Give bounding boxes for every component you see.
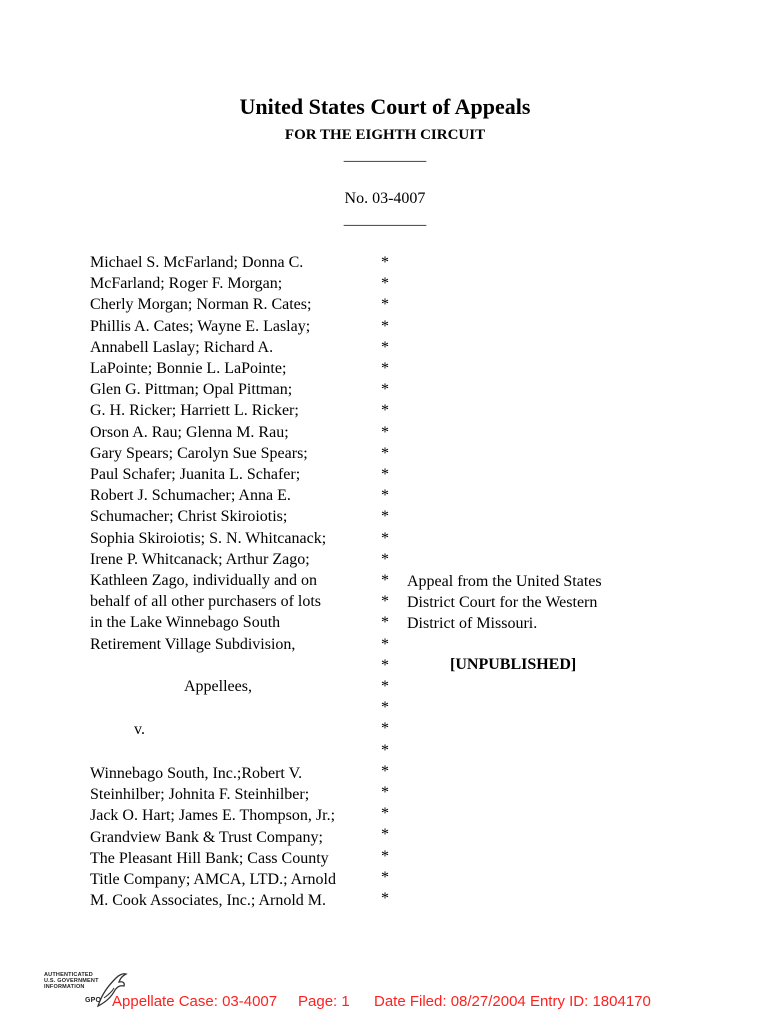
party-line: Steinhilber; Johnita F. Steinhilber; <box>90 786 310 804</box>
party-line: The Pleasant Hill Bank; Cass County <box>90 849 329 867</box>
caption-star: * <box>381 381 389 399</box>
party-line: McFarland; Roger F. Morgan; <box>90 275 283 293</box>
caption-star: * <box>381 466 389 484</box>
caption-star: * <box>381 444 389 462</box>
appeal-description <box>407 571 602 635</box>
party-line: Kathleen Zago, individually and on <box>90 572 318 590</box>
caption-star: * <box>381 699 389 717</box>
gpo-authentication-seal <box>40 966 120 1012</box>
caption-star: * <box>381 847 389 865</box>
party-line: Retirement Village Subdivision, <box>90 635 296 653</box>
caption-star: * <box>381 784 389 802</box>
party-line: in the Lake Winnebago South <box>90 614 281 632</box>
caption-star: * <box>381 402 389 420</box>
appeal-line: District of Missouri. <box>407 615 538 633</box>
unpublished-label: [UNPUBLISHED] <box>450 656 577 673</box>
caption-star: * <box>381 678 389 696</box>
footer-page-number: Page: 1 <box>298 993 350 1010</box>
docket-number: No. 03-4007 <box>344 190 426 207</box>
party-line: Winnebago South, Inc.;Robert V. <box>90 765 303 782</box>
circuit-heading: FOR THE EIGHTH CIRCUIT <box>284 127 486 143</box>
court-title: United States Court of Appeals <box>239 94 531 119</box>
caption-star: * <box>381 296 389 314</box>
party-line: Sophia Skiroiotis; S. N. Whitcanack; <box>90 529 327 547</box>
caption-star: * <box>381 317 389 335</box>
party-line: LaPointe; Bonnie L. LaPointe; <box>90 360 287 378</box>
footer <box>40 966 740 1016</box>
party-line: M. Cook Associates, Inc.; Arnold M. <box>90 892 326 910</box>
caption-star: * <box>381 508 389 526</box>
caption-star: * <box>381 423 389 441</box>
party-line: Schumacher; Christ Skiroiotis; <box>90 508 288 526</box>
party-line: Jack O. Hart; James E. Thompson, Jr.; <box>90 807 336 825</box>
seal-text: AUTHENTICATED <box>44 972 93 978</box>
party-line: Irene P. Whitcanack; Arthur Zago; <box>90 550 310 568</box>
caption-star: * <box>381 614 389 632</box>
caption-star: * <box>381 868 389 886</box>
party-line: Annabell Laslay; Richard A. <box>90 338 274 356</box>
appeal-line: Appeal from the United States <box>407 573 602 590</box>
caption-star: * <box>381 572 389 590</box>
caption-star: * <box>381 338 389 356</box>
footer-filed-date: Date Filed: 08/27/2004 Entry ID: 1804170 <box>374 993 651 1010</box>
appellee-party-list <box>90 252 380 655</box>
caption-star: * <box>381 550 389 568</box>
party-line: Cherly Morgan; Norman R. Cates; <box>90 296 312 314</box>
party-line: Gary Spears; Carolyn Sue Spears; <box>90 444 308 462</box>
caption-star: * <box>381 656 389 674</box>
caption-star: * <box>381 593 389 611</box>
party-line: G. H. Ricker; Harriett L. Ricker; <box>90 402 299 420</box>
caption-star-column <box>378 252 392 909</box>
caption-star: * <box>381 762 389 780</box>
versus-label: v. <box>134 721 145 738</box>
caption-star: * <box>381 720 389 738</box>
seal-mark: GPO <box>85 997 102 1004</box>
caption-star: * <box>381 805 389 823</box>
appellees-label: Appellees, <box>184 678 252 695</box>
party-line: Phillis A. Cates; Wayne E. Laslay; <box>90 317 311 335</box>
caption-star: * <box>381 487 389 505</box>
party-line: Michael S. McFarland; Donna C. <box>90 254 304 271</box>
party-line: Robert J. Schumacher; Anna E. <box>90 487 291 505</box>
appellant-party-list <box>90 763 336 911</box>
party-line: Grandview Bank & Trust Company; <box>90 828 323 846</box>
party-line: Orson A. Rau; Glenna M. Rau; <box>90 423 289 441</box>
caption-star: * <box>381 890 389 908</box>
caption-star: * <box>381 635 389 653</box>
separator-rule: ___________ <box>343 212 427 228</box>
footer-case-number: Appellate Case: 03-4007 <box>112 993 278 1010</box>
party-line: Title Company; AMCA, LTD.; Arnold <box>90 871 336 889</box>
seal-text: INFORMATION <box>44 984 85 990</box>
caption-star: * <box>381 741 389 759</box>
party-line: Paul Schafer; Juanita L. Schafer; <box>90 466 301 484</box>
appeal-line: District Court for the Western <box>407 594 598 612</box>
caption-star: * <box>381 254 389 271</box>
caption-star: * <box>381 360 389 378</box>
seal-text: U.S. GOVERNMENT <box>44 978 99 984</box>
caption-star: * <box>381 826 389 844</box>
party-line: behalf of all other purchasers of lots <box>90 593 322 611</box>
caption-star: * <box>381 275 389 293</box>
party-line: Glen G. Pittman; Opal Pittman; <box>90 381 293 399</box>
separator-rule: ___________ <box>343 148 427 164</box>
caption-star: * <box>381 529 389 547</box>
